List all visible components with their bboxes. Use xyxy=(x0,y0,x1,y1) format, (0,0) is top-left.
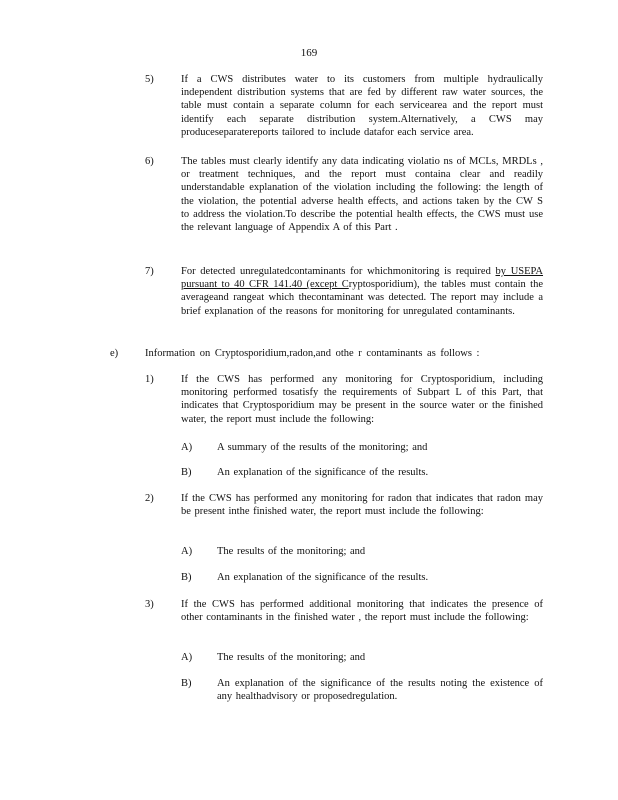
section-e-label: e) xyxy=(110,348,119,359)
e-2-sub-label-a: A) xyxy=(181,546,193,557)
e-item-label-3: 3) xyxy=(145,599,154,610)
item-text-7-start: For detected unregulatedcontaminants for whichmonitoring is required xyxy=(181,266,496,277)
e-item-text-3: If the CWS has performed additional monitoring that indicates the presence of other contaminants in the finished water , the report must include the following: xyxy=(181,599,543,624)
item-text-7 xyxy=(181,265,543,318)
item-text-6: The tables must clearly identify any data indicating violatio ns of MCLs, MRDLs , or treatment techniques, and the report must containa clear and readily understandable explanation of the violation including the following: the length of the violation, the potential adverse health effects, and actions taken by the CW S to address the violation.To describe the potential health effects, the CWS must use the relevant language of Appendix A of this Part . xyxy=(181,156,543,234)
e-3-sub-label-b: B) xyxy=(181,678,192,689)
page-number: 169 xyxy=(300,47,318,59)
e-2-sub-label-b: B) xyxy=(181,572,192,583)
e-1-sub-label-a: A) xyxy=(181,442,193,453)
e-item-text-2: If the CWS has performed any monitoring for radon that indicates that radon may be present inthe finished water, the report must include the following: xyxy=(181,493,543,518)
e-3-sub-text-b: An explanation of the significance of the results noting the existence of any healthadvisory or proposedregulation. xyxy=(217,678,543,703)
e-1-sub-label-b: B) xyxy=(181,467,192,478)
item-text-7-end: ryptosporidium), the tables must contain the averageand rangeat which thecontaminant was detected. The report may include a brief explanation of the reasons for monitoring for unregulated contaminants. xyxy=(181,279,544,317)
e-3-sub-label-a: A) xyxy=(181,652,193,663)
e-2-sub-text-b: An explanation of the significance of the results. xyxy=(217,572,429,583)
item-text-7-amended: by USEPA pursuant to 40 CFR 141.40 (except C xyxy=(181,266,544,291)
e-item-label-1: 1) xyxy=(145,374,154,385)
item-label-6: 6) xyxy=(145,156,154,167)
item-label-5: 5) xyxy=(145,74,154,85)
section-e-heading: Information on Cryptosporidium,radon,and othe r contaminants as follows : xyxy=(145,348,480,359)
e-2-sub-text-a: The results of the monitoring; and xyxy=(217,546,366,557)
e-1-sub-text-a: A summary of the results of the monitoring; and xyxy=(217,442,428,453)
e-item-text-1: If the CWS has performed any monitoring for Cryptosporidium, including monitoring performed tosatisfy the requirements of Subpart L of this Part, that indicates that Cryptosporidium may be present in the source water or the finished water, the report must include the following: xyxy=(181,374,543,425)
item-text-5: If a CWS distributes water to its customers from multiple hydraulically independent distribution systems that are fed by different raw water sources, the table must contain a separate column for each servicearea and the report must identify each separate distribution system.Alternatively, a CWS may produceseparatereports tailored to include datafor each service area. xyxy=(181,74,543,138)
item-label-7: 7) xyxy=(145,266,154,277)
e-3-sub-text-a: The results of the monitoring; and xyxy=(217,652,366,663)
e-item-label-2: 2) xyxy=(145,493,154,504)
e-1-sub-text-b: An explanation of the significance of the results. xyxy=(217,467,429,478)
